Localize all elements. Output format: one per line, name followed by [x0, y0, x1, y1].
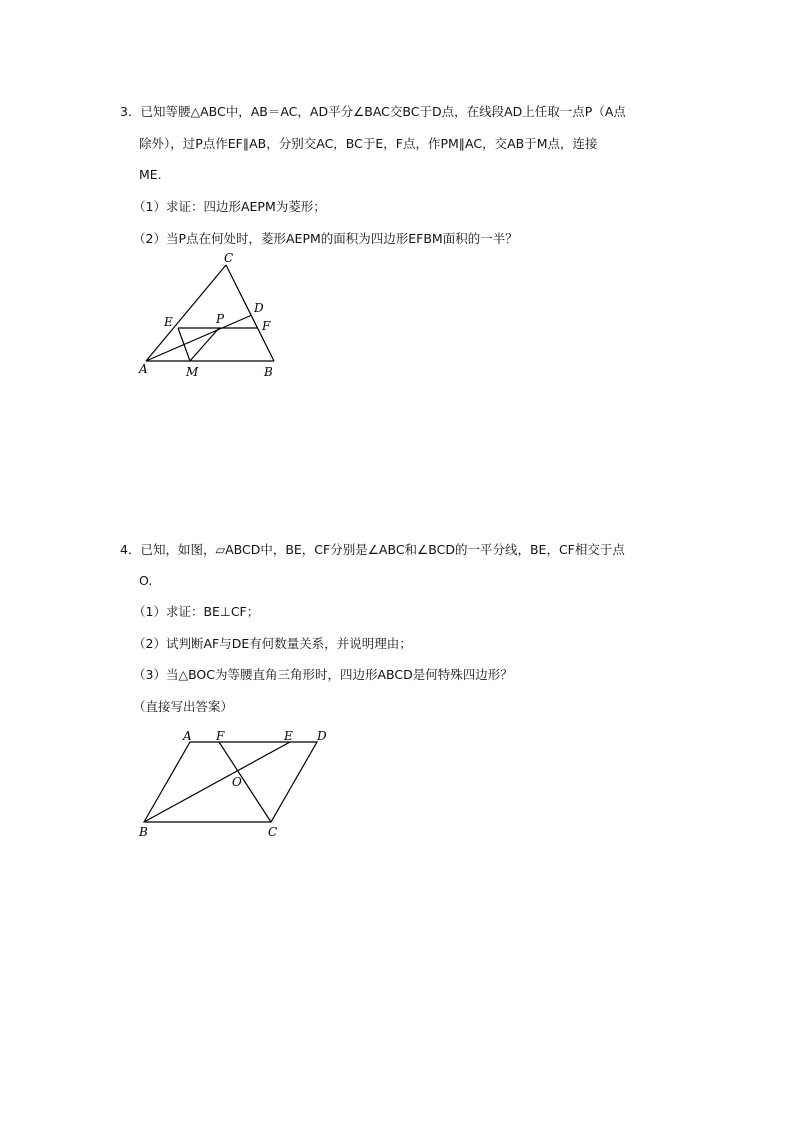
problem-4-part-3: （3）当△BOC为等腰直角三角形时，四边形ABCD是何特殊四边形？ — [133, 667, 513, 682]
parallelogram-ABCD — [144, 742, 317, 822]
segment-AD — [146, 315, 252, 361]
label-B: B — [264, 365, 273, 379]
label-E: E — [164, 315, 173, 329]
label-F: F — [262, 319, 271, 333]
problem-3-part-2: （2）当P点在何处时，菱形AEPM的面积为四边形EFBM面积的一半？ — [133, 231, 518, 246]
label-C: C — [268, 825, 278, 839]
problem-3-triangle-figure — [130, 248, 290, 383]
segment-PM — [190, 328, 219, 361]
label-D: D — [254, 301, 264, 315]
label-M: M — [186, 365, 199, 379]
label-C: C — [224, 251, 234, 265]
problem-4-line-1: 4．已知，如图，▱ABCD中，BE，CF分别是∠ABC和∠BCD的一平分线，BE，CF相交于点 — [120, 542, 625, 557]
label-A: A — [139, 362, 148, 376]
segment-BC — [226, 265, 274, 361]
label-A: A — [183, 729, 192, 743]
problem-3-line-1: 3．已知等腰△ABC中，AB＝AC，AD平分∠BAC交BC于D点，在线段AD上任取一点P（A点 — [120, 104, 626, 119]
label-B: B — [139, 825, 148, 839]
problem-3-part-1: （1）求证：四边形AEPM为菱形； — [133, 199, 326, 214]
label-D: D — [317, 729, 327, 743]
problem-4-parallelogram-figure — [130, 722, 340, 842]
segment-ME — [178, 328, 190, 361]
problem-4-line-2: O. — [139, 573, 153, 588]
segment-AC — [146, 265, 226, 361]
problem-4-note: （直接写出答案） — [133, 699, 234, 714]
label-E: E — [284, 729, 293, 743]
segment-CF — [219, 742, 271, 822]
problem-4-part-1: （1）求证：BE⊥CF； — [133, 604, 260, 619]
problem-3-line-2: 除外），过P点作EF∥AB，分别交AC，BC于E，F点，作PM∥AC，交AB于M点，连接 — [139, 136, 598, 151]
label-P: P — [216, 312, 225, 326]
problem-4-part-2: （2）试判断AF与DE有何数量关系，并说明理由； — [133, 636, 412, 651]
label-F: F — [216, 729, 225, 743]
label-O: O — [232, 775, 242, 789]
segment-BE — [144, 742, 290, 822]
problem-3-line-3: ME. — [139, 167, 162, 182]
